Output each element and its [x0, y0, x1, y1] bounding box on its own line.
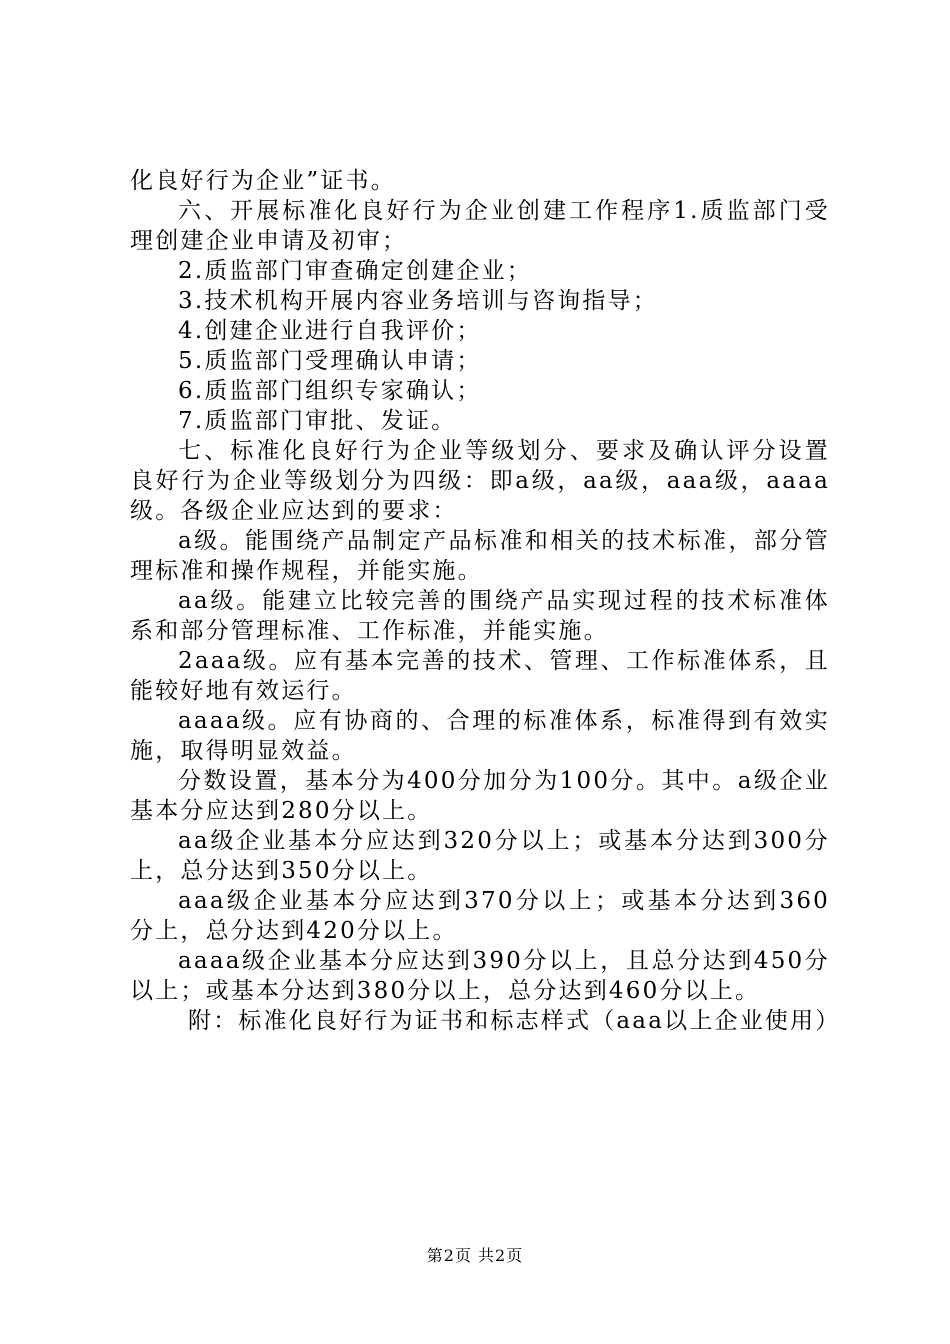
paragraph-appendix-note: 附：标准化良好行为证书和标志样式（aaa以上企业使用）: [188, 1008, 841, 1034]
paragraph-section-seven-heading: 七、标准化良好行为企业等级划分、要求及确认评分设置良好行为企业等级划分为四级：即a级，aa级，aaa级，aaaa级。各级企业应达到的要求：: [130, 438, 830, 524]
paragraph-certificate-continuation: 化良好行为企业”证书。: [130, 168, 396, 194]
list-item-step-7: 7.质监部门审批、发证。: [178, 408, 457, 434]
list-item-step-2: 2.质监部门审查确定创建企业；: [178, 258, 532, 284]
paragraph-score-aaa: aaa级企业基本分应达到370分以上；或基本分达到360分上，总分达到420分以上。: [130, 888, 830, 944]
document-body: [130, 166, 841, 1036]
paragraph-score-aaaa: aaaa级企业基本分应达到390分以上，且总分达到450分以上；或基本分达到380分以上，总分达到460分以上。: [130, 948, 830, 1004]
paragraph-section-six-heading: 六、开展标准化良好行为企业创建工作程序1.质监部门受理创建企业申请及初审；: [130, 198, 830, 254]
paragraph-level-aaa: 2aaa级。应有基本完善的技术、管理、工作标准体系，且能较好地有效运行。: [130, 648, 830, 704]
list-item-step-4: 4.创建企业进行自我评价；: [178, 318, 482, 344]
list-item-step-6: 6.质监部门组织专家确认；: [178, 378, 482, 404]
list-item-step-5: 5.质监部门受理确认申请；: [178, 348, 482, 374]
paragraph-score-setting: 分数设置，基本分为400分加分为100分。其中。a级企业基本分应达到280分以上。: [130, 768, 830, 824]
page-number-footer: 第2页 共2页: [426, 1246, 524, 1265]
paragraph-level-aa: aa级。能建立比较完善的围绕产品实现过程的技术标准体系和部分管理标准、工作标准，并能实施。: [130, 588, 830, 644]
paragraph-level-a: a级。能围绕产品制定产品标准和相关的技术标准，部分管理标准和操作规程，并能实施。: [130, 528, 830, 584]
list-item-step-3: 3.技术机构开展内容业务培训与咨询指导；: [178, 288, 658, 314]
paragraph-level-aaaa: aaaa级。应有协商的、合理的标准体系，标准得到有效实施，取得明显效益。: [130, 708, 830, 764]
paragraph-score-aa: aa级企业基本分应达到320分以上；或基本分达到300分上，总分达到350分以上。: [130, 828, 830, 884]
